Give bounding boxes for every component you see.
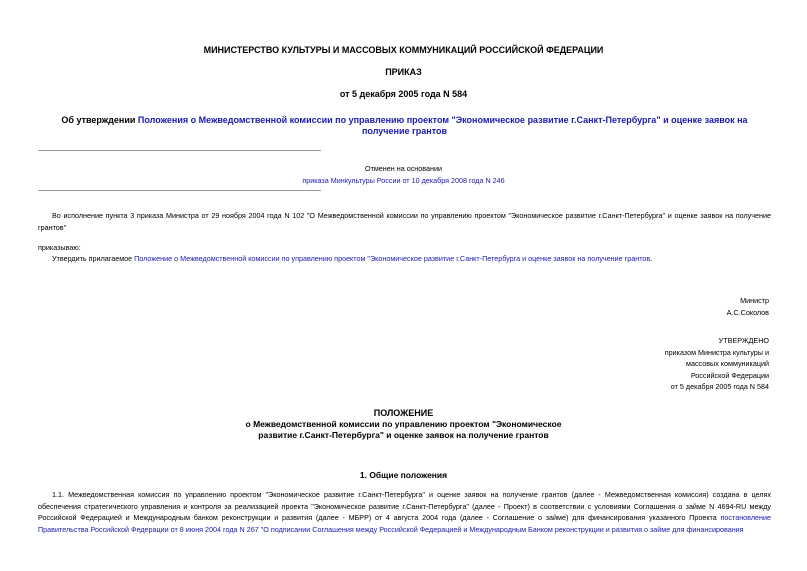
signature-position: Министр (740, 296, 769, 305)
approve-paragraph (38, 253, 771, 265)
divider-top (38, 150, 321, 151)
doc-date-number: от 5 декабря 2005 года N 584 (339, 89, 468, 99)
approved-line-5: от 5 декабря 2005 года N 584 (670, 382, 769, 391)
divider-bottom (38, 190, 321, 191)
ministry-name: МИНИСТЕРСТВО КУЛЬТУРЫ И МАССОВЫХ КОММУНИКАЦИЙ РОССИЙСКОЙ ФЕДЕРАЦИИ (203, 45, 604, 55)
approved-line-2: приказом Министра культуры и (664, 347, 769, 357)
section-1-heading: 1. Общие положения (359, 470, 448, 480)
cancel-notice-row (0, 175, 807, 187)
section-1-paragraph (38, 489, 771, 549)
approved-label: УТВЕРЖДЕНО (718, 336, 769, 345)
approve-suffix: . (650, 254, 653, 263)
regulation-link[interactable]: Положение о Межведомственной комиссии по управлению проектом "Экономическое развитие г.Санкт-Петербурга и оценке заявок на получение грантов (134, 254, 651, 263)
doc-type: ПРИКАЗ (385, 67, 422, 77)
signature-block (727, 295, 769, 318)
order-word: приказываю: (38, 243, 81, 252)
doc-title-link[interactable]: Положения о Межведомственной комиссии по управлению проектом "Экономическое развитие г.Санкт-Петербурга" и оценке заявок на получение грантов (137, 115, 748, 136)
approve-prefix: Утвердить прилагаемое (52, 254, 135, 263)
regulation-title: ПОЛОЖЕНИЕ (373, 408, 434, 418)
regulation-subtitle-1: о Межведомственной комиссии по управлению проектом "Экономическое (245, 419, 562, 429)
cancel-notice-text: Отменен на основании (364, 164, 442, 173)
government-decree-link[interactable]: постановление Правительства Российской Федерации от 8 июня 2004 года N 267 "О подписании Соглашения между Российской Федерацией и Международным Банком реконструкции и развития о займе для финансирования (38, 513, 771, 534)
approved-line-4: Российской Федерации (690, 370, 769, 380)
regulation-subtitle-2: развитие г.Санкт-Петербурга" и оценке заявок на получение грантов (258, 430, 549, 440)
approved-block (665, 335, 769, 393)
signature-name: А.С.Соколов (726, 307, 769, 317)
preamble-paragraph: Во исполнение пункта 3 приказа Министра от 29 ноября 2004 года N 102 "О Межведомственной комиссии по управлению проектом "Экономическое развитие г.Санкт-Петербурга" и оценке заявок на получение грантов" (38, 211, 771, 232)
section-1-text: 1.1. Межведомственная комиссия по управлению проектом "Экономическое развитие г.Санкт-Петербурга" и оценке заявок на получение грантов (далее - Межведомственная комиссия) создана в целях обеспечения стратегического управления и контроля за реализацией проекта "Экономическое развитие г.Санкт-Петербурга" (далее - Проект) в соответствии с условиями Соглашения о займе N 4694-RU между Российской Федерацией и Международным банком реконструкции и развития (далее - МБРР) от 4 августа 2004 года (далее - Соглашение о займе) для финансирования указанного Проекта (38, 490, 771, 522)
approved-line-3: массовых коммуникаций (686, 359, 769, 368)
doc-title (38, 115, 771, 137)
doc-title-prefix: Об утверждении (61, 115, 138, 125)
cancel-order-link[interactable]: приказа Минкультуры России от 10 декабря 2008 года N 246 (302, 176, 505, 185)
